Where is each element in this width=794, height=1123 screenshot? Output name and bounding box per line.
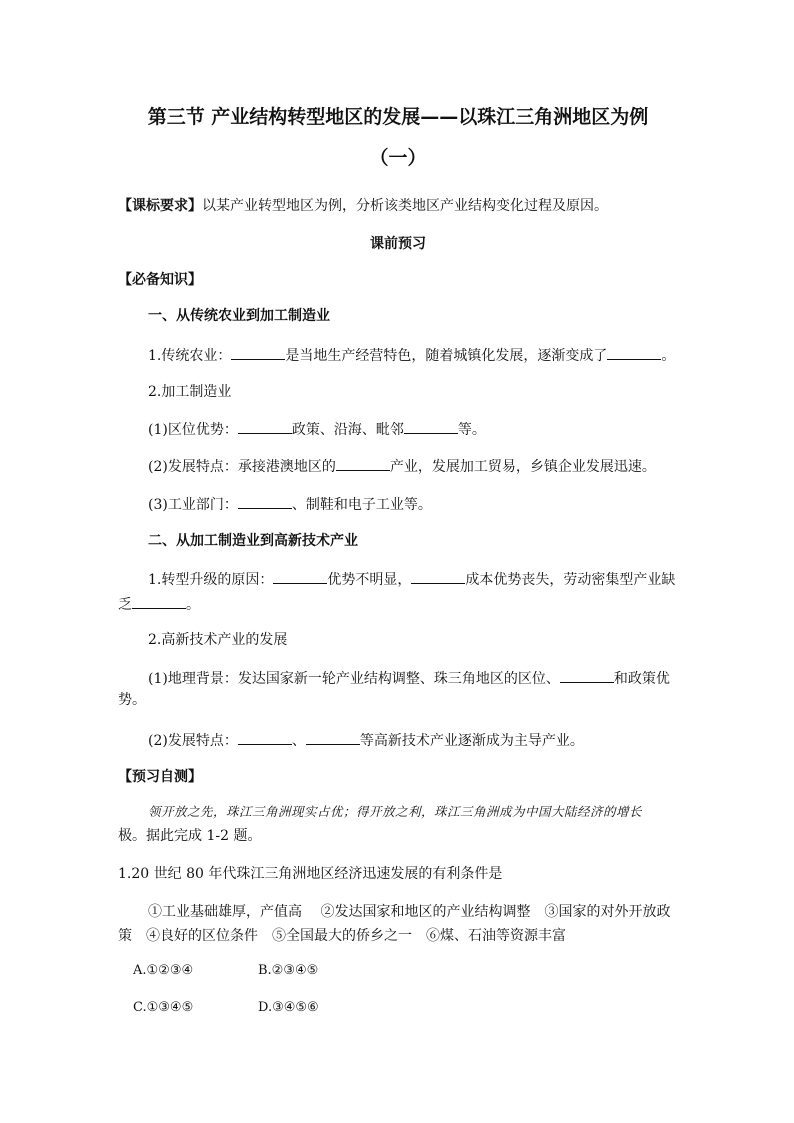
item-text: 成本优势丧失，劳动密集型产业缺 <box>465 572 676 588</box>
item-text: 。 <box>186 597 200 613</box>
curriculum-requirement <box>118 196 608 216</box>
section-2-title: 二、从加工制造业到高新技术产业 <box>148 533 358 549</box>
section-1-title: 一、从传统农业到加工制造业 <box>148 308 330 324</box>
question-item-3-cont <box>118 594 200 615</box>
item-text: 1.转型升级的原因： <box>148 572 274 588</box>
page-title: 第三节 产业结构转型地区的发展——以珠江三角洲地区为例 <box>147 106 649 128</box>
item-text: 乏 <box>118 597 132 613</box>
fill-blank[interactable] <box>560 668 614 683</box>
item-text: 是当地生产经营特色，随着城镇化发展，逐渐变成了 <box>285 348 608 364</box>
fill-blank[interactable] <box>404 419 458 434</box>
option-d[interactable]: D.③④⑤⑥ <box>258 1000 319 1015</box>
fill-blank[interactable] <box>238 494 292 509</box>
knowledge-tag: 【必备知识】 <box>118 272 202 288</box>
item-text: 政策、沿海、毗邻 <box>291 422 404 438</box>
question-item-2-1 <box>148 419 486 440</box>
selftest-intro: 领开放之先，珠江三角洲现实占优；得开放之利，珠江三角洲成为中国大陆经济的增长 <box>148 804 643 819</box>
item-text: 和政策优 <box>613 671 670 687</box>
question-item-2: 2.加工制造业 <box>148 384 232 400</box>
curriculum-tag: 【课标要求】 <box>118 198 202 214</box>
option-b[interactable]: B.②③④⑤ <box>258 963 319 978</box>
fill-blank[interactable] <box>238 730 292 745</box>
item-text: 1.传统农业： <box>148 348 232 364</box>
curriculum-text: 以某产业转型地区为例，分析该类地区产业结构变化过程及原因。 <box>202 198 608 214</box>
fill-blank[interactable] <box>238 419 292 434</box>
question-1: 1.20 世纪 80 年代珠江三角洲地区经济迅速发展的有利条件是 <box>118 866 503 882</box>
question-item-1 <box>148 345 675 366</box>
question-item-3 <box>148 569 675 590</box>
fill-blank[interactable] <box>306 730 360 745</box>
item-text: 。 <box>661 348 676 364</box>
item-text: (2)发展特点：承接港澳地区的 <box>148 459 336 475</box>
item-text: 产业，发展加工贸易，乡镇企业发展迅速。 <box>389 459 656 475</box>
item-text: 等。 <box>457 422 486 438</box>
selftest-intro-cont: 极。据此完成 1-2 题。 <box>118 828 262 844</box>
selftest-tag: 【预习自测】 <box>118 769 202 785</box>
item-text: (3)工业部门： <box>148 497 238 513</box>
fill-blank[interactable] <box>336 456 390 471</box>
fill-blank[interactable] <box>231 345 285 360</box>
item-text: 、制鞋和电子工业等。 <box>291 497 432 513</box>
section-heading-preview: 课前预习 <box>370 236 426 252</box>
question-item-2-2 <box>148 456 656 477</box>
question-item-4-1 <box>148 668 670 689</box>
page-title-part: （一） <box>369 147 427 169</box>
item-text: 、 <box>291 733 306 749</box>
fill-blank[interactable] <box>607 345 661 360</box>
option-a[interactable]: A.①②③④ <box>133 963 194 978</box>
fill-blank[interactable] <box>132 594 186 609</box>
item-text: (1)地理背景：发达国家新一轮产业结构调整、珠三角地区的区位、 <box>148 671 560 687</box>
question-item-4-1-cont: 势。 <box>118 692 146 708</box>
question-item-4: 2.高新技术产业的发展 <box>148 632 288 648</box>
question-item-4-2 <box>148 730 584 751</box>
item-text: 等高新技术产业逐渐成为主导产业。 <box>359 733 584 749</box>
question-1-statements: ①工业基础雄厚，产值高 ②发达国家和地区的产业结构调整 ③国家的对外开放政 <box>148 904 671 920</box>
question-1-statements-cont: 策 ④良好的区位条件 ⑤全国最大的侨乡之一 ⑥煤、石油等资源丰富 <box>118 928 566 944</box>
item-text: 优势不明显， <box>327 572 412 588</box>
item-text: (2)发展特点： <box>148 733 238 749</box>
question-item-2-3 <box>148 494 432 515</box>
fill-blank[interactable] <box>411 569 465 584</box>
option-c[interactable]: C.①③④⑤ <box>133 1000 194 1015</box>
item-text: (1)区位优势： <box>148 422 238 438</box>
fill-blank[interactable] <box>273 569 327 584</box>
